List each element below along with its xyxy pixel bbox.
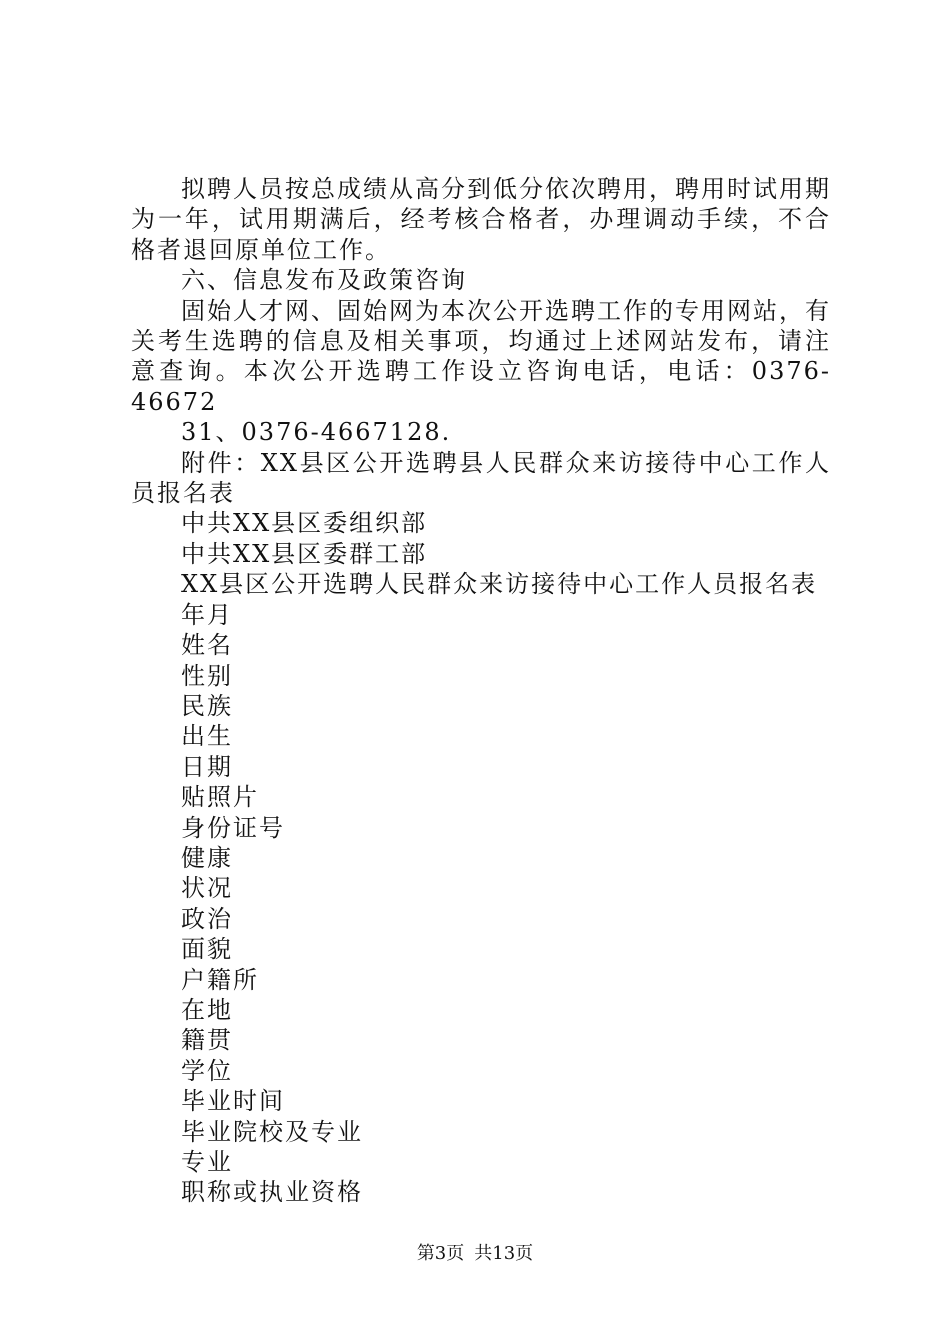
form-field-label: 面貌 <box>181 935 233 964</box>
form-field-label: 贴照片 <box>181 783 259 812</box>
form-title: XX县区公开选聘人民群众来访接待中心工作人员报名表 <box>181 570 818 599</box>
paragraph-attachment: 附件：XX县区公开选聘县人民群众来访接待中心工作人员报名表 <box>131 448 831 508</box>
form-field-label: 户籍所 <box>181 965 259 994</box>
paragraph-hiring-order: 拟聘人员按总成绩从高分到低分依次聘用，聘用时试用期为一年，试用期满后，经考核合格者，办理调动手续，不合格者退回原单位工作。 <box>131 175 831 264</box>
page-total: 共13页 <box>474 1243 534 1264</box>
form-field-label: 姓名 <box>181 631 233 660</box>
form-field-label: 籍贯 <box>181 1026 233 1055</box>
paragraph-websites-and-phone: 固始人才网、固始网为本次公开选聘工作的专用网站，有关考生选聘的信息及相关事项，均通过上述网站发布，请注意查询。本次公开选聘工作设立咨询电话，电话：0376-46672 <box>131 296 831 416</box>
issuer-organization-dept: 中共XX县区委组织部 <box>181 509 428 538</box>
page-footer <box>0 1243 950 1265</box>
form-field-label: 健康 <box>181 843 233 872</box>
form-field-label: 民族 <box>181 691 233 720</box>
form-field-label: 毕业时间 <box>181 1087 285 1116</box>
form-field-label: 政治 <box>181 904 233 933</box>
form-field-label: 出生 <box>181 722 233 751</box>
form-field-label: 职称或执业资格 <box>181 1178 363 1207</box>
form-field-label: 日期 <box>181 752 233 781</box>
issuer-mass-work-dept: 中共XX县区委群工部 <box>181 539 428 568</box>
form-field-label: 身份证号 <box>181 813 285 842</box>
form-field-label: 性别 <box>181 661 233 690</box>
form-field-label: 年月 <box>181 600 233 629</box>
form-field-label: 状况 <box>181 874 233 903</box>
document-body <box>131 174 831 1208</box>
form-field-label: 专业 <box>181 1148 233 1176</box>
form-field-label: 学位 <box>181 1056 233 1085</box>
form-field-label: 在地 <box>181 995 233 1024</box>
form-field-label: 毕业院校及专业 <box>181 1117 363 1146</box>
page-number: 第3页 <box>416 1243 465 1264</box>
paragraph-phone-continued: 31、0376-4667128. <box>181 418 452 447</box>
section-heading-info-release: 六、信息发布及政策咨询 <box>181 266 467 295</box>
